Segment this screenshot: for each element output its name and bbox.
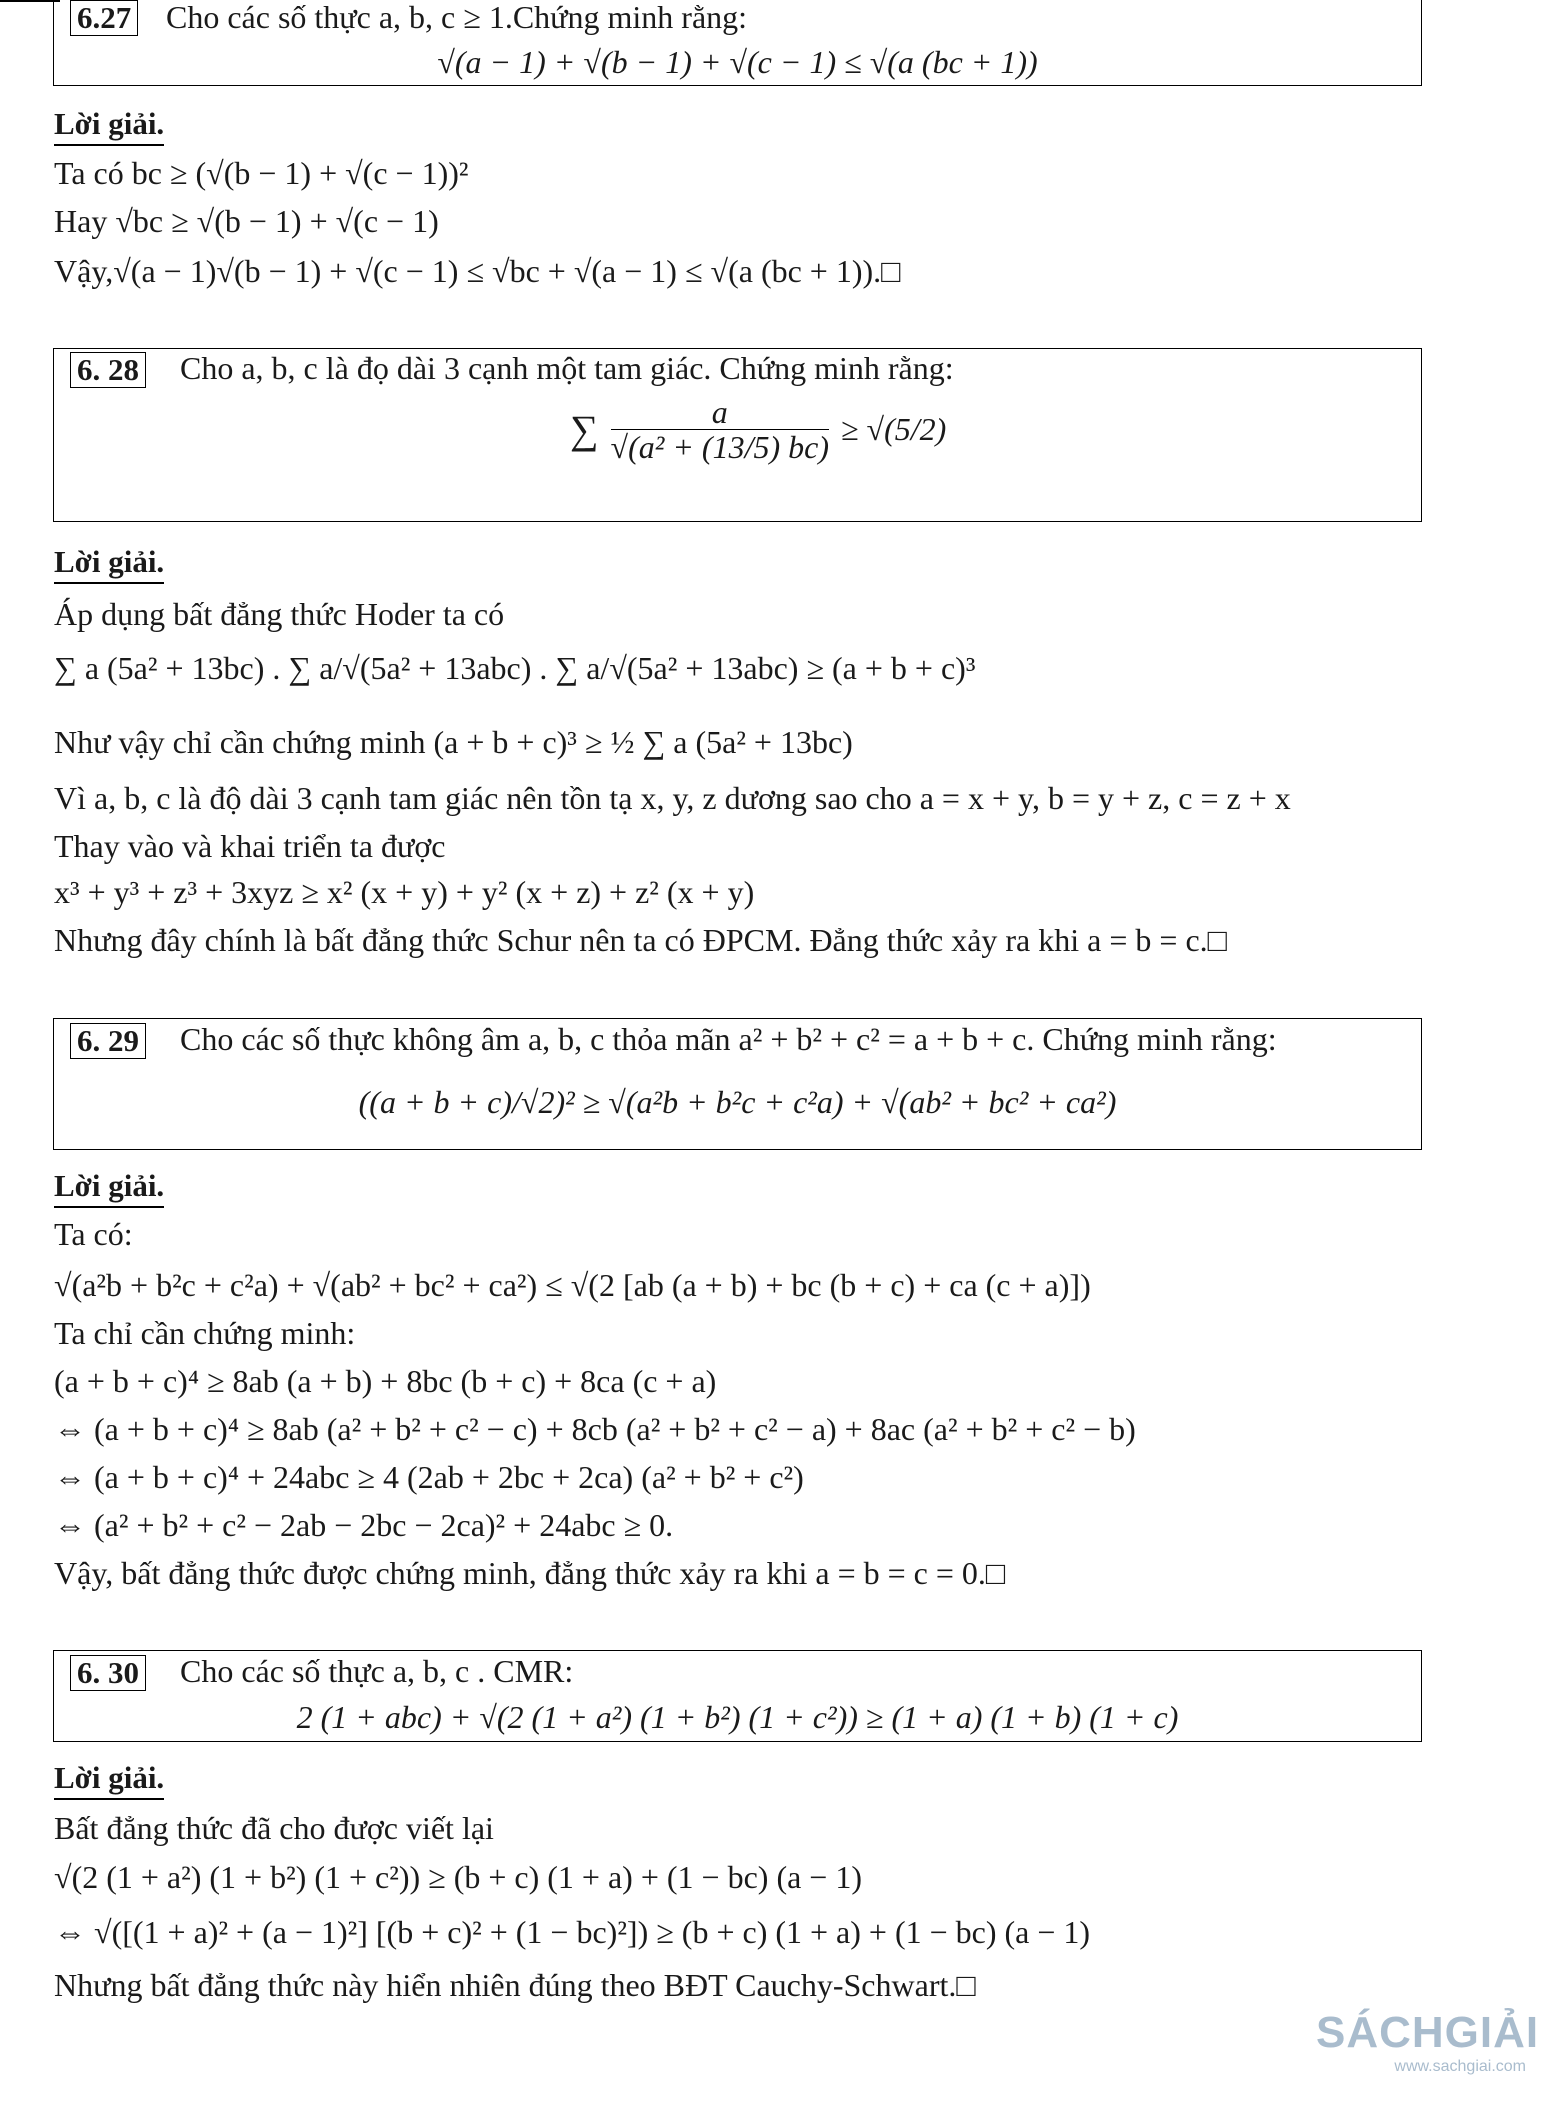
solution-line: Ta có: (54, 1216, 133, 1252)
solution-line: ∑ a (5a² + 13bc) . ∑ a/√(5a² + 13abc) . ∑ a/√(5a² + 13abc) ≥ (a + b + c)³ (54, 650, 976, 686)
solution-line: Thay vào và khai triển ta được (54, 828, 446, 864)
solution-line: ⇔ (a + b + c)⁴ + 24abc ≥ 4 (2ab + 2bc + 2ca) (a² + b² + c²) (54, 1459, 804, 1495)
problem-statement: Cho a, b, c là đọ dài 3 cạnh một tam giác. Chứng minh rằng: (180, 350, 954, 386)
solution-heading: Lời giải. (54, 1758, 164, 1800)
formula-rhs: ≥ √(5/2) (840, 411, 947, 447)
solution-line: Vậy, bất đẳng thức được chứng minh, đẳng thức xảy ra khi a = b = c = 0.□ (54, 1555, 1006, 1591)
solution-line: ⇔ (a² + b² + c² − 2ab − 2bc − 2ca)² + 24abc ≥ 0. (54, 1507, 674, 1543)
solution-line: Nhưng bất đẳng thức này hiển nhiên đúng theo BĐT Cauchy-Schwart.□ (54, 1967, 976, 2003)
solution-line: x³ + y³ + z³ + 3xyz ≥ x² (x + y) + y² (x + z) + z² (x + y) (54, 874, 755, 910)
solution-line: Vì a, b, c là độ dài 3 cạnh tam giác nên tồn tạ x, y, z dương sao cho a = x + y, b = y + z, c = z + x (54, 780, 1291, 816)
problem-formula: ((a + b + c)/√2)² ≥ √(a²b + b²c + c²a) + √(ab² + bc² + ca²) (358, 1084, 1117, 1120)
problem-statement: Cho các số thực a, b, c ≥ 1.Chứng minh rằng: (166, 0, 748, 35)
solution-line: √(a²b + b²c + c²a) + √(ab² + bc² + ca²) ≤ √(2 [ab (a + b) + bc (b + c) + ca (c + a)]) (54, 1267, 1091, 1303)
problem-formula: √(a − 1) + √(b − 1) + √(c − 1) ≤ √(a (bc + 1)) (437, 44, 1038, 80)
fraction-denominator: √(a² + (13/5) bc) (610, 429, 829, 465)
solution-heading: Lời giải. (54, 542, 164, 584)
solution-line: ⇔ √([(1 + a)² + (a − 1)²] [(b + c)² + (1 − bc)²]) ≥ (b + c) (1 + a) + (1 − bc) (a − 1) (54, 1914, 1091, 1950)
watermark-logo (1316, 2008, 1540, 2088)
watermark-url: www.sachgiai.com (1394, 2058, 1526, 2075)
solution-line: Hay √bc ≥ √(b − 1) + √(c − 1) (54, 203, 439, 239)
solution-line: Ta có bc ≥ (√(b − 1) + √(c − 1))² (54, 155, 469, 191)
solution-line: Áp dụng bất đẳng thức Hoder ta có (54, 596, 505, 632)
fraction-numerator: a (611, 395, 829, 430)
solution-line: √(2 (1 + a²) (1 + b²) (1 + c²)) ≥ (b + c) (1 + a) + (1 − bc) (a − 1) (54, 1859, 862, 1895)
problem-statement: Cho các số thực không âm a, b, c thỏa mãn a² + b² + c² = a + b + c. Chứng minh rằng: (180, 1021, 1277, 1057)
problem-formula: 2 (1 + abc) + √(2 (1 + a²) (1 + b²) (1 + c²)) ≥ (1 + a) (1 + b) (1 + c) (296, 1699, 1179, 1735)
problem-formula (570, 395, 946, 464)
problem-number: 6. 28 (70, 352, 146, 388)
solution-line: Như vậy chỉ cần chứng minh (a + b + c)³ ≥ ½ ∑ a (5a² + 13bc) (54, 724, 853, 760)
problem-number: 6. 29 (70, 1023, 146, 1059)
solution-line: Bất đẳng thức đã cho được viết lại (54, 1810, 494, 1846)
solution-line: Ta chỉ cần chứng minh: (54, 1315, 356, 1351)
watermark-brand: SÁCHGIẢI (1316, 2008, 1540, 2057)
top-rule (0, 0, 60, 2)
solution-line: (a + b + c)⁴ ≥ 8ab (a + b) + 8bc (b + c) + 8ca (c + a) (54, 1363, 717, 1399)
problem-statement: Cho các số thực a, b, c . CMR: (180, 1653, 574, 1689)
fraction (611, 395, 829, 464)
problem-number: 6. 30 (70, 1655, 146, 1691)
solution-heading: Lời giải. (54, 104, 164, 146)
solution-heading: Lời giải. (54, 1166, 164, 1208)
sum-symbol: ∑ (570, 407, 599, 452)
solution-line: Vậy,√(a − 1)√(b − 1) + √(c − 1) ≤ √bc + √(a − 1) ≤ √(a (bc + 1)).□ (54, 253, 901, 289)
problem-number: 6.27 (70, 0, 138, 36)
solution-line: Nhưng đây chính là bất đẳng thức Schur nên ta có ĐPCM. Đẳng thức xảy ra khi a = b = c.□ (54, 922, 1227, 958)
solution-line: ⇔ (a + b + c)⁴ ≥ 8ab (a² + b² + c² − c) + 8cb (a² + b² + c² − a) + 8ac (a² + b² + c² − b) (54, 1411, 1136, 1447)
